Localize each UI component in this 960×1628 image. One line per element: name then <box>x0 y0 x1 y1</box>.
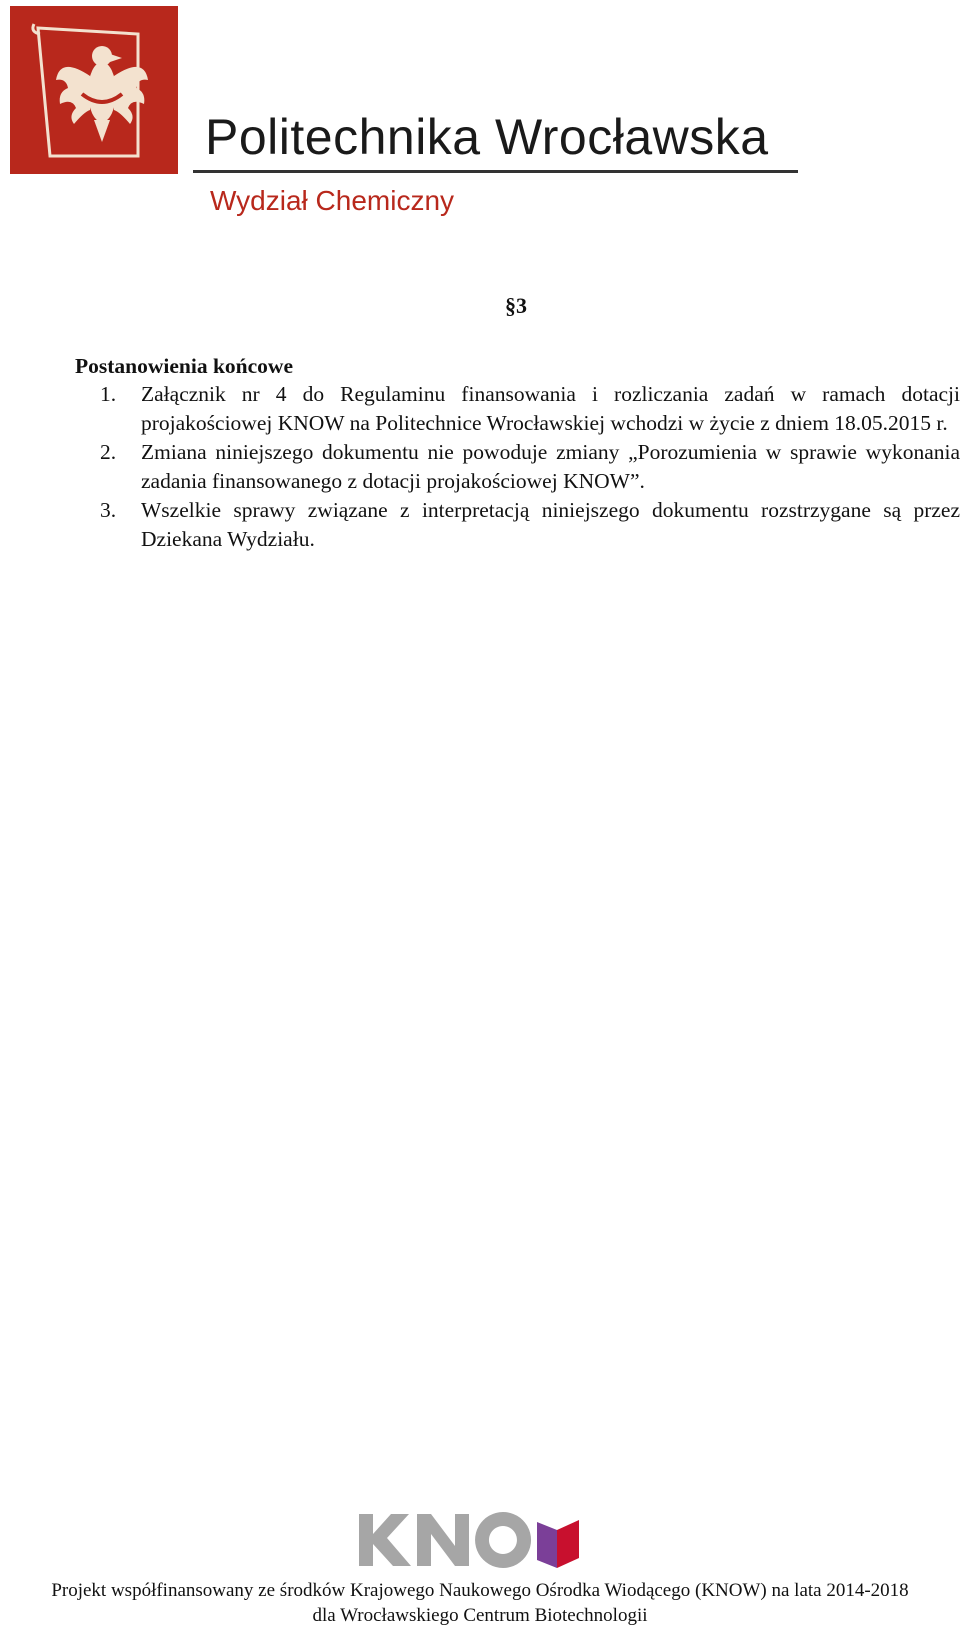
list-item <box>75 380 960 438</box>
list-item-text: Zmiana niniejszego dokumentu nie powoduje zmiany „Porozumienia w sprawie wykonania zadania finansowanego z dotacji projakościowej KNOW”. <box>141 440 960 493</box>
paragraph-mark: §3 <box>505 293 527 318</box>
list-item-number: 2. <box>100 440 117 464</box>
list-item-text: Wszelkie sprawy związane z interpretacją niniejszego dokumentu rozstrzygane są przez Dziekana Wydziału. <box>141 498 960 551</box>
university-logo <box>10 6 178 174</box>
list-item-number: 3. <box>100 498 117 522</box>
footer-line-2: dla Wrocławskiego Centrum Biotechnologii <box>312 1605 648 1626</box>
footer-line-1: Projekt współfinansowany ze środków Krajowego Naukowego Ośrodka Wiodącego (KNOW) na lata 2014-2018 <box>51 1580 909 1601</box>
header-divider <box>193 170 798 173</box>
eagle-crest-icon <box>10 6 178 174</box>
faculty-name: Wydział Chemiczny <box>210 185 455 216</box>
university-name: Politechnika Wrocławska <box>205 109 769 165</box>
list-item-number: 1. <box>100 382 117 406</box>
know-logo <box>357 1510 597 1575</box>
provisions-list <box>75 380 960 554</box>
list-item <box>75 438 960 496</box>
list-item-text: Załącznik nr 4 do Regulaminu finansowania i rozliczania zadań w ramach dotacji projakościowej KNOW na Politechnice Wrocławskiej wchodzi w życie z dniem 18.05.2015 r. <box>141 382 960 435</box>
section-title: Postanowienia końcowe <box>75 354 293 378</box>
footer-note <box>0 1578 960 1628</box>
list-item <box>75 496 960 554</box>
